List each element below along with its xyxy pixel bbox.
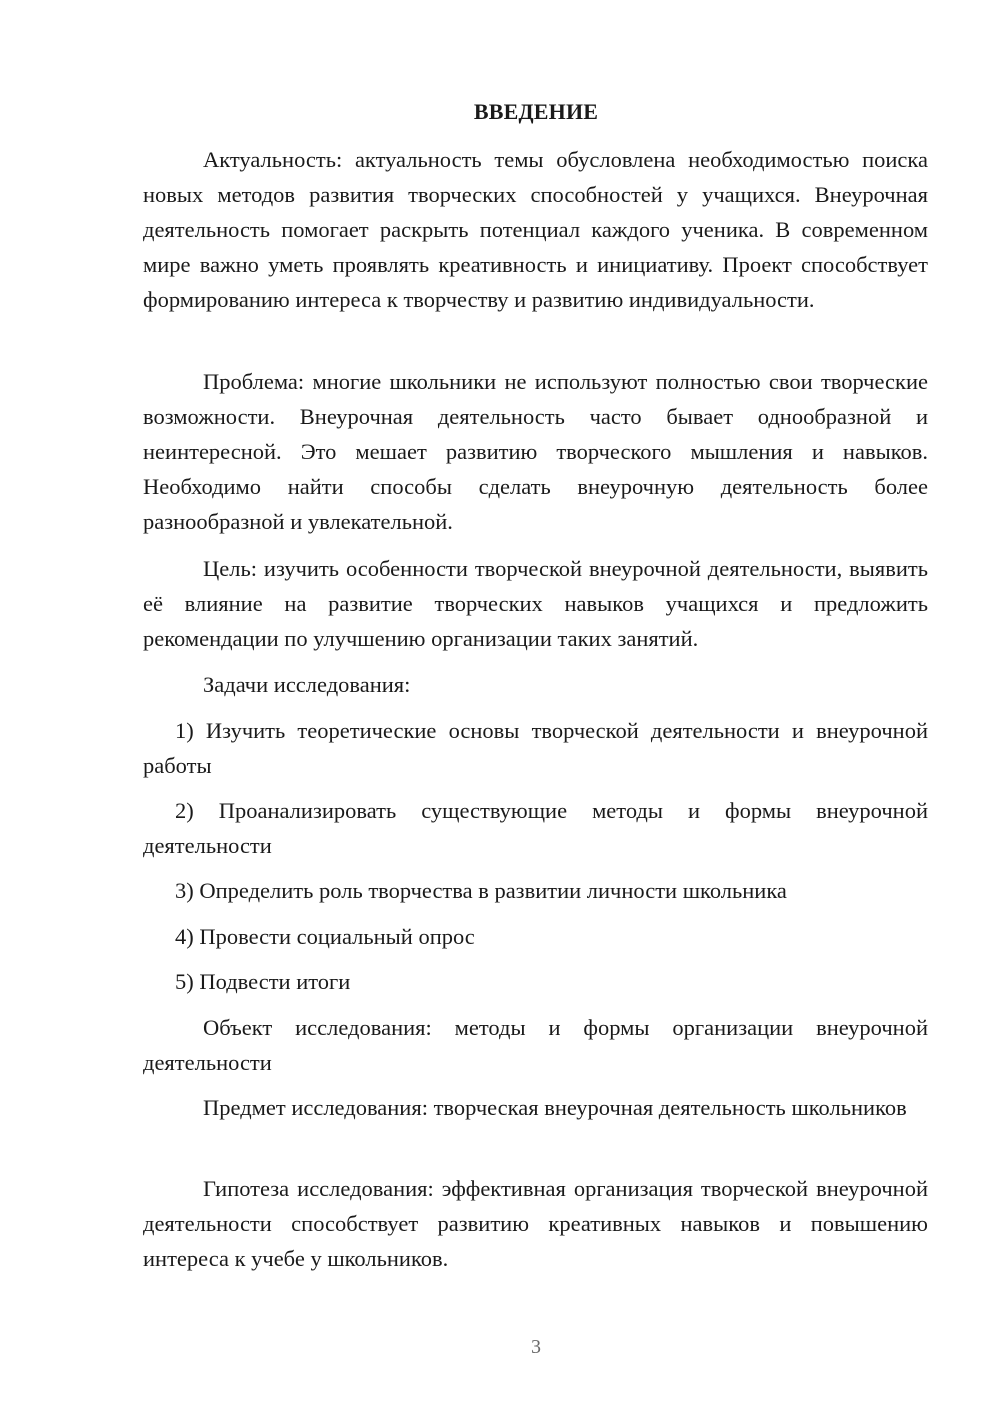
task-item-5: 5) Подвести итоги xyxy=(175,969,351,994)
tasks-heading: Задачи исследования: xyxy=(203,672,411,697)
task-item-3: 3) Определить роль творчества в развитии личности школьника xyxy=(175,878,787,903)
problem-paragraph: Проблема: многие школьники не используют полностью свои творческие возможности. Внеурочная деятельность часто бывает однообразной и неинтересной. Это мешает развитию творческого мышления и навыков. Необходимо найти способы сделать внеурочную деятельность более разнообразной и увлекательной. xyxy=(143,369,928,534)
subject-paragraph: Предмет исследования: творческая внеурочная деятельность школьников xyxy=(203,1095,907,1120)
page-title: ВВЕДЕНИЕ xyxy=(473,99,599,124)
page-number: 3 xyxy=(531,1336,541,1358)
goal-paragraph: Цель: изучить особенности творческой внеурочной деятельности, выявить её влияние на развитие творческих навыков учащихся и предложить рекомендации по улучшению организации таких занятий. xyxy=(143,556,928,651)
task-item-1: 1) Изучить теоретические основы творческой деятельности и внеурочной работы xyxy=(143,718,928,778)
task-item-2: 2) Проанализировать существующие методы и формы внеурочной деятельности xyxy=(143,798,928,858)
hypothesis-paragraph: Гипотеза исследования: эффективная организация творческой внеурочной деятельности способствует развитию креативных навыков и повышению интереса к учебе у школьников. xyxy=(143,1176,928,1271)
object-paragraph: Объект исследования: методы и формы организации внеурочной деятельности xyxy=(143,1015,928,1075)
relevance-paragraph: Актуальность: актуальность темы обусловлена необходимостью поиска новых методов развития творческих способностей у учащихся. Внеурочная деятельность помогает раскрыть потенциал каждого ученика. В современном мире важно уметь проявлять креативность и инициативу. Проект способствует формированию интереса к творчеству и развитию индивидуальности. xyxy=(143,147,928,312)
task-item-4: 4) Провести социальный опрос xyxy=(175,924,475,949)
